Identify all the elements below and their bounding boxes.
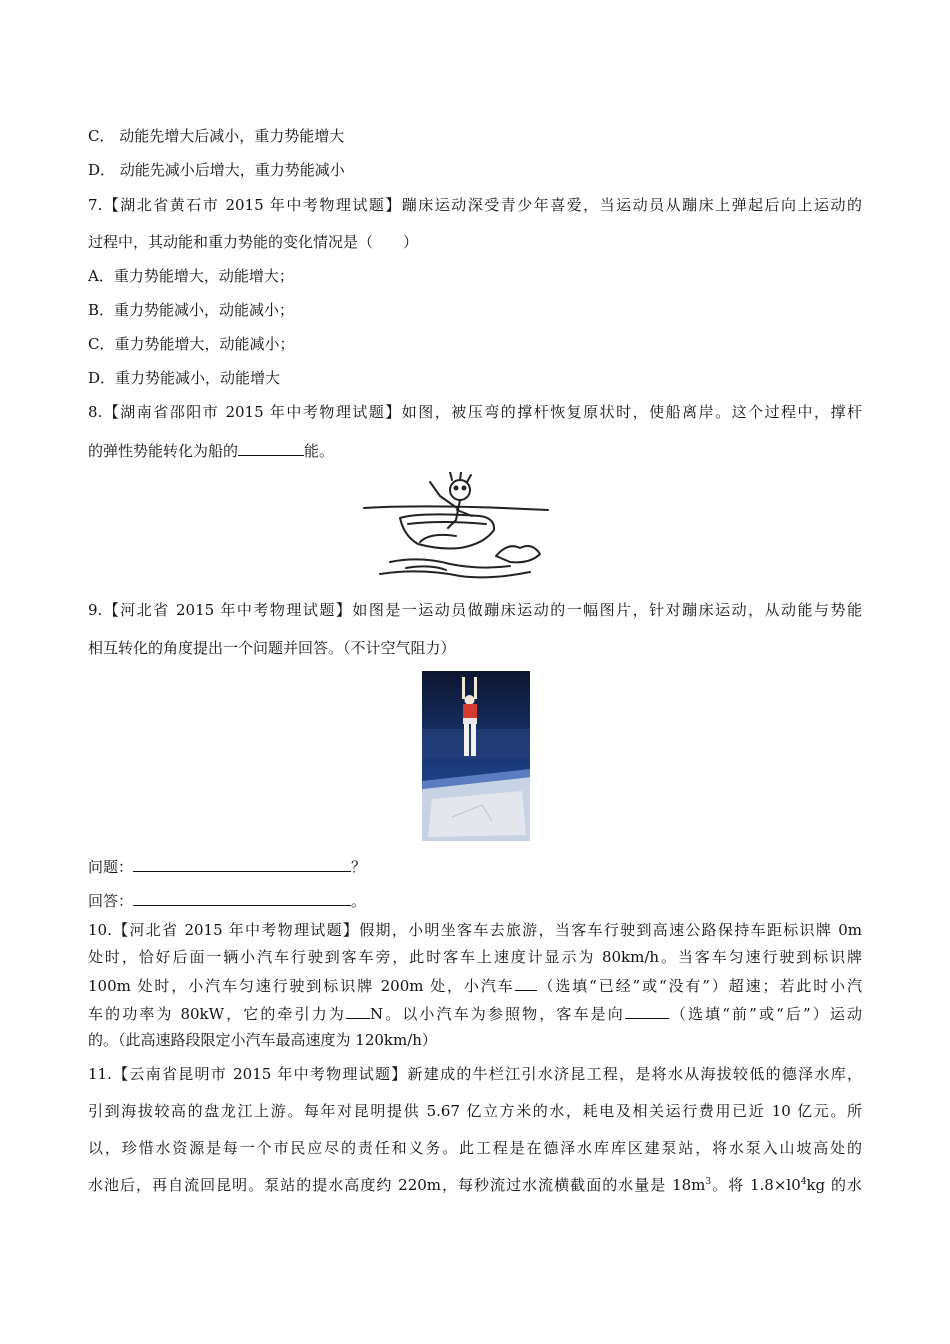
- q7-option-d: D．重力势能减小，动能增大: [88, 369, 281, 387]
- q9-question-line: [88, 856, 366, 877]
- q11-line4-mid: 。将 1.8×l0: [711, 1176, 801, 1194]
- q10-stem-line1: 10.【河北省 2015 年中考物理试题】假期，小明坐客车去旅游，当客车行驶到高速公路保持车距标识牌 0m: [88, 921, 862, 939]
- q11-stem-line4: [88, 1175, 862, 1195]
- q9-question-blank[interactable]: [133, 856, 351, 872]
- q10-line4-post: （选填“前”或“后”）运动: [668, 1005, 862, 1023]
- q11-stem-line3: 以，珍惜水资源是每一个市民应尽的责任和义务。此工程是在德泽水库库区建泵站，将水泵入山坡高处的: [88, 1139, 862, 1157]
- boat-pole-drawing-icon: [360, 472, 556, 584]
- q9-answer-end: 。: [351, 892, 367, 910]
- q6-option-c: C． 动能先增大后减小，重力势能增大: [88, 127, 345, 145]
- q10-line4-mid: N。以小汽车为参照物，客车是向: [369, 1005, 625, 1023]
- q11-stem-line2: 引到海拔较高的盘龙江上游。每年对昆明提供 5.67 亿立方米的水，耗电及相关运行费用已近 10 亿元。所: [88, 1102, 862, 1120]
- q11-stem-line1: 11.【云南省昆明市 2015 年中考物理试题】新建成的牛栏江引水济昆工程，是将水从海拔较低的德泽水库，: [88, 1065, 862, 1083]
- q9-question-label: 问题：: [88, 858, 134, 876]
- q11-line4-pre: 水池后，再自流回昆明。泵站的提水高度约 220m，每秒流过水流横截面的水量是 18m: [88, 1176, 706, 1194]
- q7-option-a: A．重力势能增大，动能增大；: [88, 267, 294, 285]
- q7-stem-line1: 7.【湖北省黄石市 2015 年中考物理试题】蹦床运动深受青少年喜爱，当运动员从蹦床上弹起后向上运动的: [88, 196, 862, 214]
- q10-stem-line5: 的。（此高速路段限定小汽车最高速度为 120km/h）: [88, 1031, 437, 1049]
- q11-superscript-3: 3: [705, 1177, 712, 1187]
- q8-answer-blank[interactable]: [238, 440, 304, 456]
- q10-line4-pre: 车的功率为 80kW，它的牵引力为: [88, 1005, 346, 1023]
- q9-stem-line2: 相互转化的角度提出一个问题并回答。（不计空气阻力）: [88, 639, 456, 657]
- q9-question-end: ？: [351, 858, 367, 876]
- q10-stem-line2: 处时，恰好后面一辆小汽车行驶到客车旁，此时客车上速度计显示为 80km/h。当客车匀速行驶到标识牌: [88, 948, 862, 966]
- q7-option-b: B．重力势能减小，动能减小；: [88, 301, 295, 319]
- q9-answer-line: [88, 890, 366, 911]
- q9-answer-label: 回答：: [88, 892, 134, 910]
- q10-line3-post: （选填“已经”或“没有”）超速；若此时小汽: [536, 977, 862, 995]
- q8-text-post: 能。: [304, 442, 335, 460]
- q9-stem-line1: 9.【河北省 2015 年中考物理试题】如图是一运动员做蹦床运动的一幅图片，针对蹦床运动，从动能与势能: [88, 601, 862, 619]
- trampoline-athlete-photo-icon: [422, 671, 530, 841]
- q11-line4-post: kg 的水: [806, 1176, 862, 1194]
- q7-option-c: C．重力势能增大，动能减小；: [88, 335, 295, 353]
- q7-stem-line2: 过程中，其动能和重力势能的变化情况是（ ）: [88, 233, 419, 251]
- q10-line3-pre: 100m 处时，小汽车匀速行驶到标识牌 200m 处，小汽车: [88, 977, 515, 995]
- q8-stem-line1: 8.【湖南省邵阳市 2015 年中考物理试题】如图，被压弯的撑杆恢复原状时，使船离岸。这个过程中，撑杆: [88, 403, 862, 421]
- q8-text-pre: 的弹性势能转化为船的: [88, 442, 239, 460]
- q6-option-d: D． 动能先减小后增大，重力势能减小: [88, 161, 345, 179]
- q8-stem-line2: [88, 440, 334, 461]
- q10-force-blank[interactable]: [346, 1003, 370, 1019]
- q10-stem-line3: [88, 975, 862, 996]
- q10-stem-line4: [88, 1003, 862, 1024]
- q11-superscript-4: 4: [800, 1177, 807, 1187]
- q10-direction-blank[interactable]: [625, 1003, 669, 1019]
- q10-speeding-blank[interactable]: [515, 975, 537, 991]
- q9-answer-blank[interactable]: [133, 890, 351, 906]
